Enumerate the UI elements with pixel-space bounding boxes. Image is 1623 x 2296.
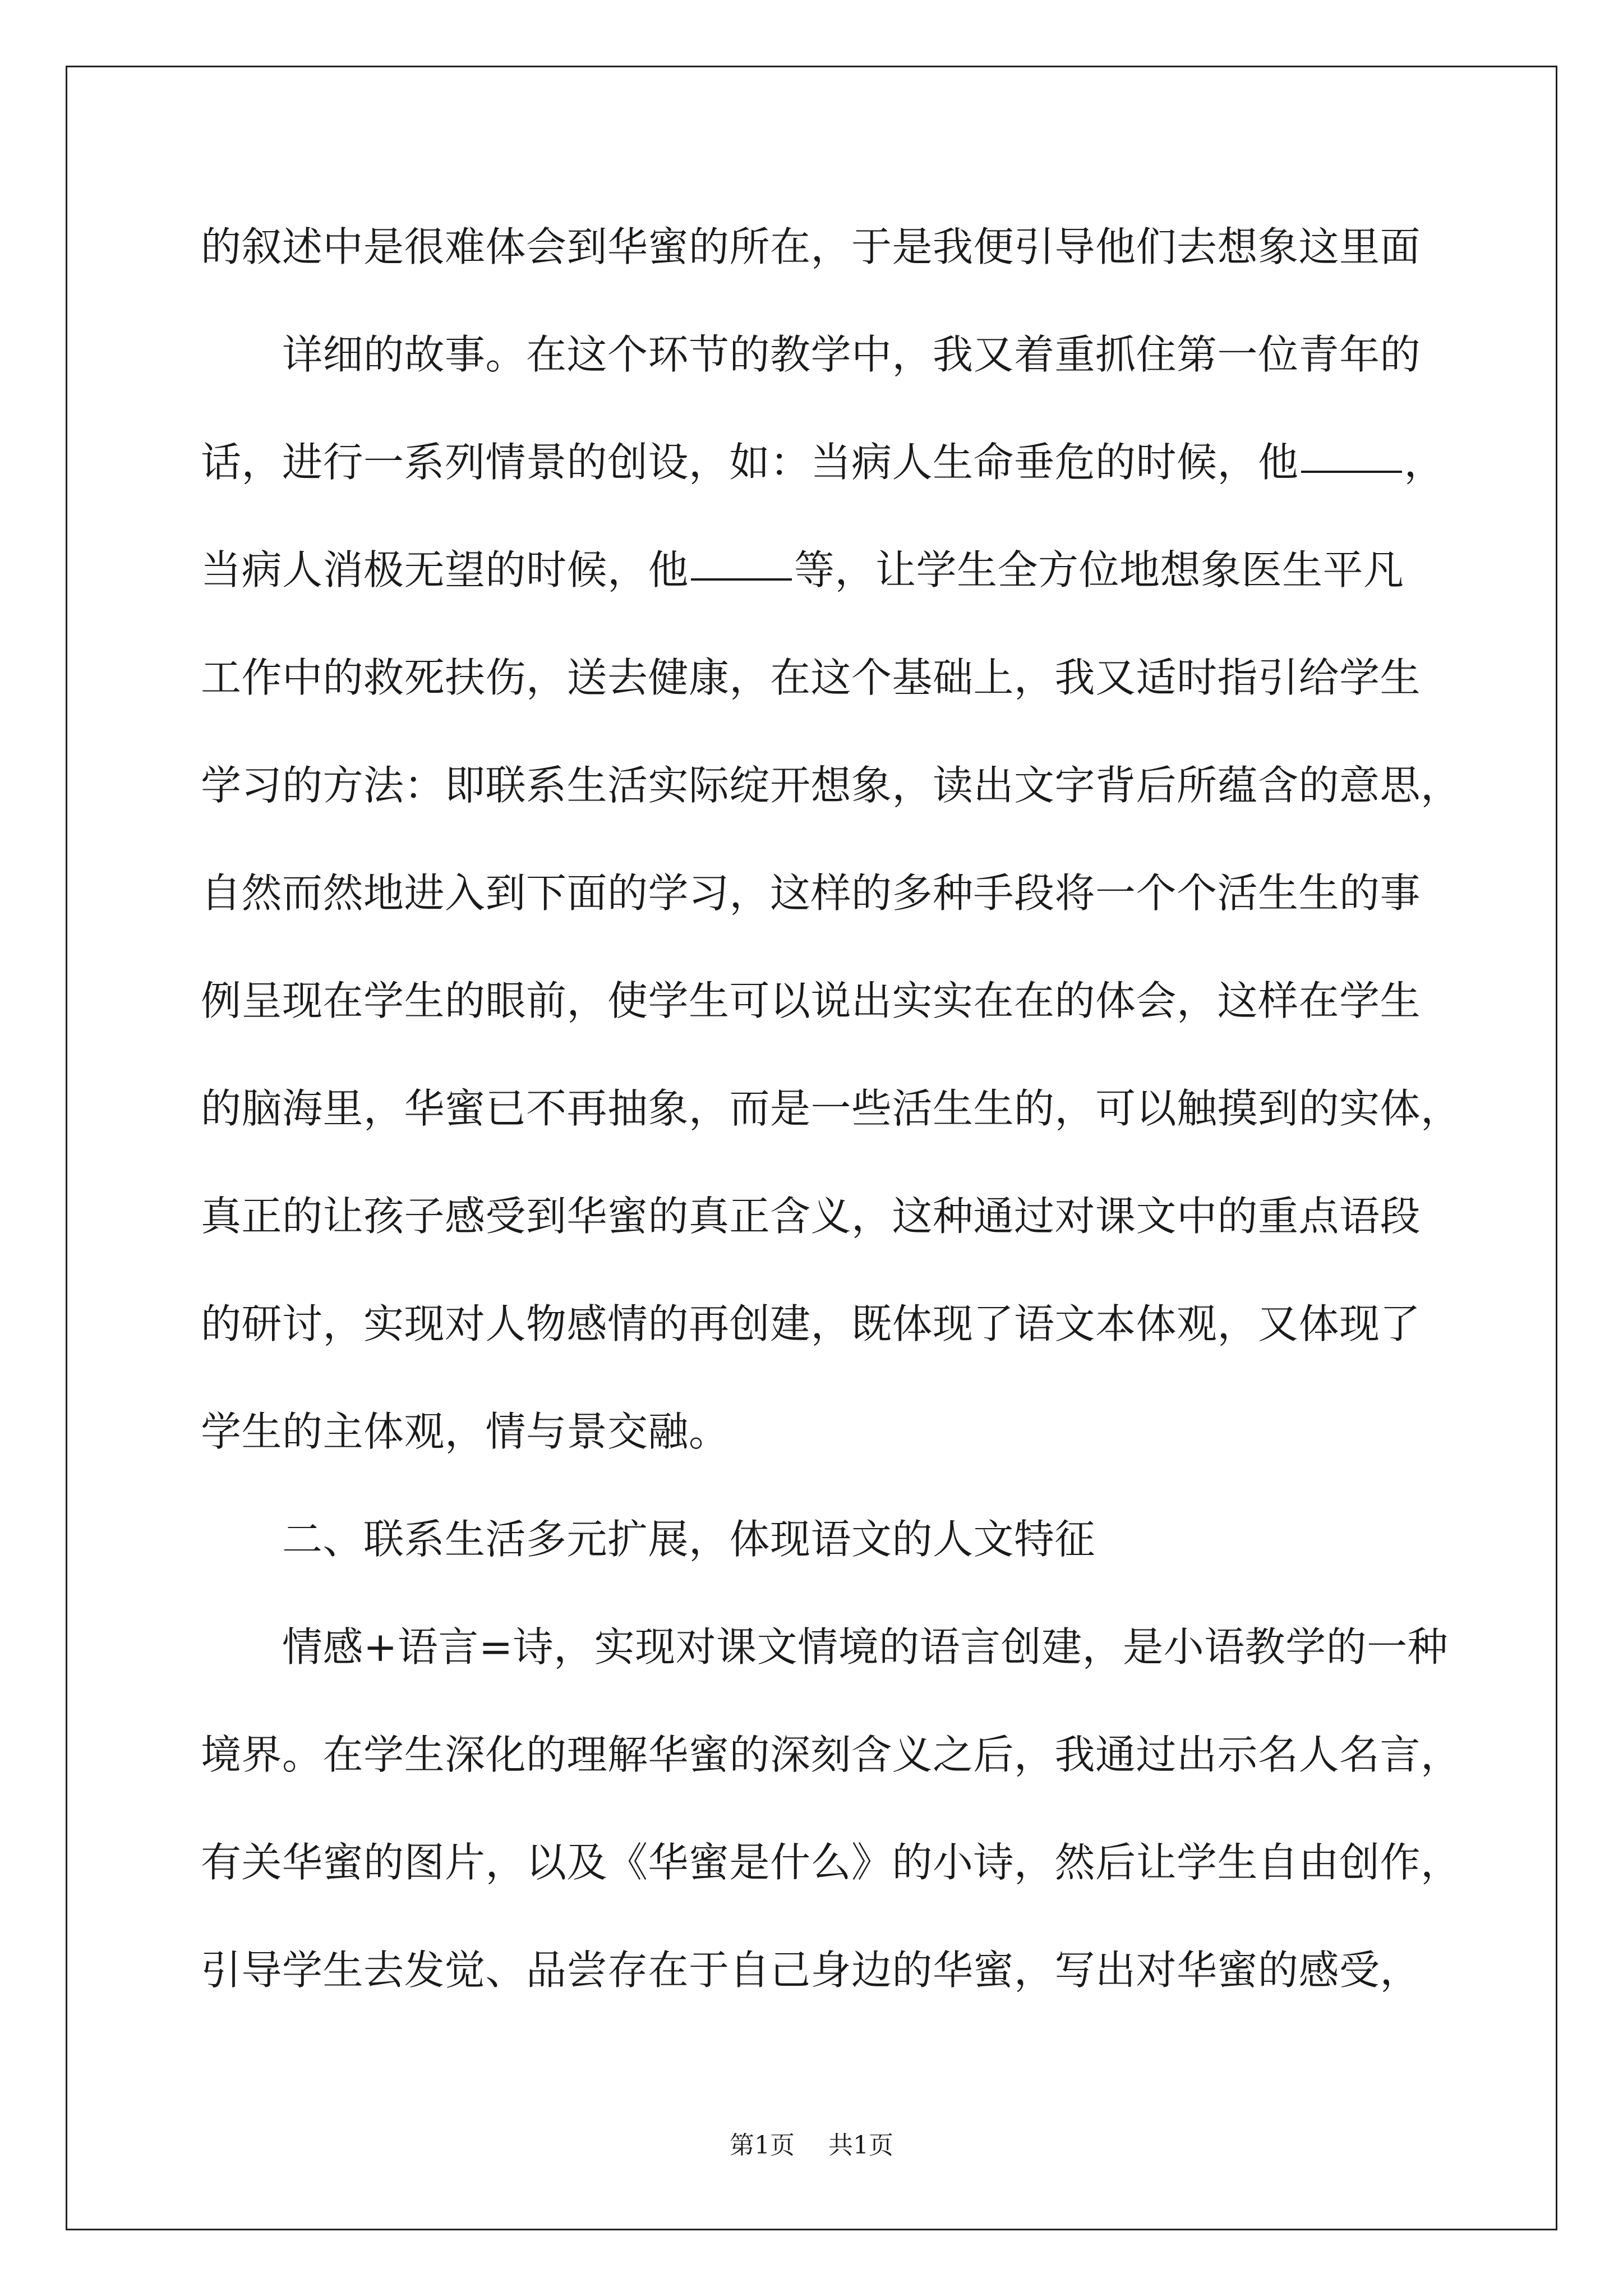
page-total: 共1页: [828, 2131, 893, 2160]
text-line: [201, 543, 1435, 597]
text-line: 的叙述中是很难体会到华蜜的所在，于是我便引导他们去想象这里面: [201, 223, 1421, 270]
text-line: 有关华蜜的图片，以及《华蜜是什么》的小诗，然后让学生自由创作，: [201, 1839, 1461, 1886]
text-line: 引导学生去发觉、品尝存在于自己身边的华蜜，写出对华蜜的感受，: [201, 1947, 1421, 1994]
text-line: 详细的故事。在这个环节的教学中，我又着重抓住第一位青年的: [282, 331, 1421, 378]
text-line: 例呈现在学生的眼前，使学生可以说出实实在在的体会，这样在学生: [201, 977, 1421, 1024]
fill-in-blank: [691, 545, 792, 581]
page-number: 第1页: [730, 2131, 795, 2160]
text-segment: 等，让学生全方位地想象医生平凡: [794, 546, 1404, 593]
text-line: [201, 435, 1445, 489]
text-line: 学习的方法：即联系生活实际绽开想象，读出文字背后所蕴含的意思，: [201, 762, 1461, 809]
text-line: 学生的主体观，情与景交融。: [201, 1408, 730, 1455]
fill-in-blank: [1301, 437, 1402, 473]
document-body: [201, 220, 1461, 2051]
text-line: 的研讨，实现对人物感情的再创建，既体现了语文本体观，又体现了: [201, 1300, 1421, 1347]
text-segment: ，: [1404, 439, 1445, 486]
text-line: 真正的让孩子感受到华蜜的真正含义，这种通过对课文中的重点语段: [201, 1193, 1421, 1240]
section-heading: 二、联系生活多元扩展，体现语文的人文特征: [282, 1516, 1096, 1563]
text-segment: 当病人消极无望的时候，他: [201, 546, 689, 593]
text-segment: 话，进行一系列情景的创设，如：当病人生命垂危的时候，他: [201, 439, 1299, 486]
text-line: 自然而然地进入到下面的学习，这样的多种手段将一个个活生生的事: [201, 869, 1421, 917]
text-line: 工作中的救死扶伤，送去健康，在这个基础上，我又适时指引给学生: [201, 654, 1421, 701]
text-line: 境界。在学生深化的理解华蜜的深刻含义之后，我通过出示名人名言，: [201, 1731, 1461, 1778]
text-line: 情感+语言=诗，实现对课文情境的语言创建，是小语教学的一种: [282, 1623, 1449, 1671]
page-footer: [0, 2125, 1623, 2161]
text-line: 的脑海里，华蜜已不再抽象，而是一些活生生的，可以触摸到的实体，: [201, 1085, 1461, 1132]
